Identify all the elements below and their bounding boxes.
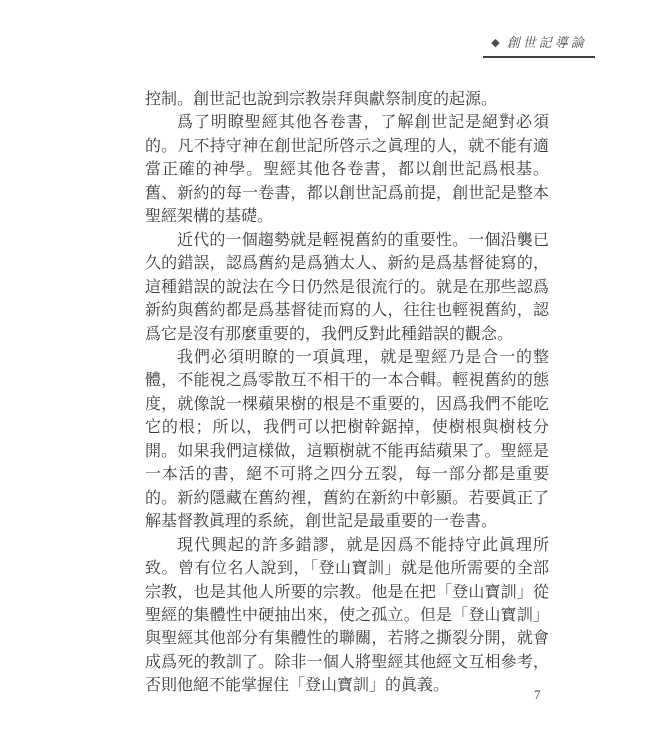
paragraph: 現代興起的許多錯謬，就是因爲不能持守此眞理所致。曾有位名人說到，「登山寶訓」就是他所需要的全部宗教，也是其他人所要的宗教。他是在把「登山寶訓」從聖經的集體性中硬抽出來，使之孤立。但是「登山寶訓」與聖經其他部分有集體性的聯關，若將之撕裂分開，就會成爲死的教訓了。除非一個人將聖經其他經文互相參考，否則他絕不能掌握住「登山寶訓」的眞義。	[145, 536, 549, 695]
running-header	[483, 32, 595, 58]
chapter-title: 創世記導論	[506, 35, 587, 50]
paragraph: 爲了明瞭聖經其他各卷書，了解創世記是絕對必須的。凡不持守神在創世記所啓示之眞理的人，就不能有適當正確的神學。聖經其他各卷書，都以創世記爲根基。舊、新約的每一卷書，都以創世記爲前提，創世記是整本聖經架構的基礎。	[145, 114, 549, 226]
paragraph: 控制。創世記也說到宗教崇拜與獻祭制度的起源。	[145, 91, 498, 108]
diamond-icon: ◆	[491, 37, 500, 49]
page-body-text	[145, 88, 549, 698]
page-number: 7	[534, 687, 541, 702]
paragraph: 近代的一個趨勢就是輕視舊約的重要性。一個沿襲已久的錯誤，認爲舊約是爲猶太人、新約是爲基督徒寫的，這種錯誤的說法在今日仍然是很流行的。就是在那些認爲新約與舊約都是爲基督徒而寫的人，往往也輕視舊約，認爲它是沒有那麼重要的，我們反對此種錯誤的觀念。	[145, 231, 549, 343]
paragraph: 我們必須明瞭的一項眞理，就是聖經乃是合一的整體，不能視之爲零散互不相干的一本合輯。輕視舊約的態度，就像說一棵蘋果樹的根是不重要的，因爲我們不能吃它的根；所以，我們可以把樹幹鋸掉，使樹根與樹枝分開。如果我們這樣做，這顆樹就不能再結蘋果了。聖經是一本活的書，絕不可將之四分五裂，每一部分都是重要的。新約隱藏在舊約裡，舊約在新約中彰顯。若要眞正了解基督教眞理的系統，創世記是最重要的一卷書。	[145, 348, 549, 531]
